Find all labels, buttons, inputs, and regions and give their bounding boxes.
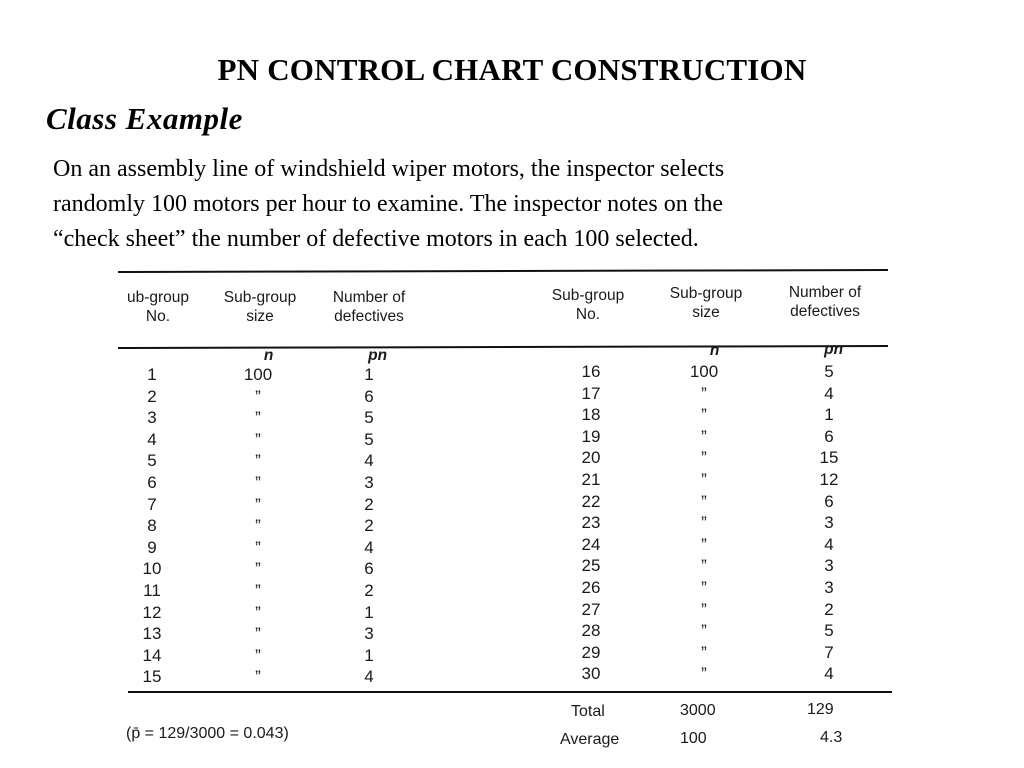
- table-cell-defectives: 3: [364, 624, 374, 644]
- table-cell-subgroup-no: 3: [147, 408, 157, 428]
- table-cell-defectives: 2: [364, 516, 374, 536]
- table-cell-subgroup-no: 20: [581, 448, 601, 468]
- table-cell-subgroup-no: 4: [147, 429, 157, 449]
- table-cell-subgroup-size: ”: [255, 408, 261, 428]
- table-cell-subgroup-size: ”: [701, 405, 707, 425]
- table-cell-subgroup-no: 14: [142, 645, 162, 665]
- table-cell-defectives: 15: [819, 448, 839, 468]
- table-cell-subgroup-no: 12: [142, 602, 162, 622]
- table-header-rule: [118, 345, 888, 349]
- intro-paragraph: On an assembly line of windshield wiper motors, the inspector selects randomly 100 motors per hour to examine. The inspector notes on the “check sheet” the number of defective motors in each 100 selected.: [53, 156, 725, 252]
- table-cell-subgroup-size: 100: [243, 365, 273, 384]
- table-cell-defectives: 5: [364, 429, 374, 449]
- table-cell-subgroup-size: ”: [255, 667, 261, 687]
- table-cell-defectives: 6: [364, 386, 374, 406]
- average-label: Average: [560, 731, 620, 748]
- table-cell-defectives: 1: [364, 365, 374, 384]
- table-cell-subgroup-no: 30: [581, 664, 601, 684]
- header-left-subgroup-size: Sub-group size: [223, 289, 297, 325]
- table-cell-defectives: 12: [819, 470, 839, 489]
- table-cell-subgroup-no: 7: [147, 494, 157, 514]
- table-cell-subgroup-size: ”: [701, 426, 707, 446]
- header-right-defectives-symbol: pn: [824, 341, 844, 358]
- table-cell-subgroup-size: ”: [255, 602, 261, 622]
- table-cell-subgroup-no: 28: [581, 621, 601, 641]
- table-cell-subgroup-size: ”: [701, 642, 707, 662]
- table-cell-subgroup-no: 11: [143, 581, 161, 600]
- table-cell-subgroup-size: ”: [701, 664, 707, 684]
- header-left-defectives: Number of defectives: [332, 289, 406, 325]
- header-right-defectives: Number of defectives: [788, 284, 862, 320]
- table-cell-defectives: 4: [364, 537, 374, 557]
- average-size: 100: [680, 730, 707, 747]
- table-cell-subgroup-size: ”: [701, 491, 707, 511]
- table-cell-defectives: 2: [364, 581, 374, 600]
- table-cell-defectives: 3: [824, 556, 834, 576]
- header-left-size-symbol: n: [263, 347, 274, 364]
- table-cell-subgroup-size: ”: [701, 556, 707, 576]
- table-cell-defectives: 1: [824, 405, 834, 425]
- table-cell-subgroup-no: 9: [147, 537, 157, 557]
- table-cell-defectives: 2: [364, 494, 374, 514]
- header-right-size-symbol: n: [709, 342, 720, 359]
- table-cell-subgroup-size: ”: [255, 429, 261, 449]
- table-cell-subgroup-no: 27: [581, 599, 601, 619]
- table-cell-subgroup-no: 16: [581, 362, 601, 381]
- average-defectives: 4.3: [820, 729, 843, 746]
- table-cell-subgroup-no: 5: [147, 451, 157, 471]
- table-cell-defectives: 7: [824, 642, 834, 662]
- table-cell-subgroup-size: ”: [255, 537, 261, 557]
- table-cell-subgroup-size: ”: [701, 448, 707, 468]
- table-cell-defectives: 3: [824, 578, 834, 597]
- table-cell-subgroup-size: ”: [255, 386, 261, 406]
- table-cell-defectives: 4: [364, 667, 374, 687]
- table-cell-subgroup-size: ”: [255, 559, 261, 579]
- table-cell-subgroup-no: 19: [581, 426, 601, 446]
- total-size: 3000: [680, 702, 716, 719]
- table-cell-defectives: 1: [364, 602, 374, 622]
- table-cell-subgroup-no: 29: [581, 642, 601, 662]
- table-cell-subgroup-no: 23: [581, 513, 601, 533]
- table-cell-subgroup-no: 1: [147, 365, 157, 384]
- table-cell-subgroup-size: ”: [255, 581, 261, 600]
- table-cell-subgroup-size: ”: [701, 599, 707, 619]
- table-cell-defectives: 5: [824, 362, 834, 381]
- table-cell-subgroup-size: ”: [255, 494, 261, 514]
- section-subtitle: Class Example: [46, 101, 243, 136]
- table-cell-defectives: 4: [824, 534, 834, 554]
- table-cell-defectives: 3: [364, 473, 374, 492]
- table-cell-subgroup-size: ”: [255, 516, 261, 536]
- table-cell-subgroup-size: ”: [255, 645, 261, 665]
- table-cell-defectives: 5: [364, 408, 374, 428]
- table-cell-subgroup-size: ”: [255, 451, 261, 471]
- table-cell-defectives: 6: [824, 491, 834, 511]
- table-cell-subgroup-no: 2: [147, 386, 157, 406]
- table-cell-defectives: 1: [364, 645, 374, 665]
- table-cell-subgroup-no: 22: [581, 491, 601, 511]
- table-cell-subgroup-no: 6: [147, 473, 157, 492]
- table-cell-subgroup-no: 25: [581, 556, 601, 576]
- table-cell-defectives: 4: [824, 664, 834, 684]
- table-cell-subgroup-no: 24: [581, 534, 601, 554]
- table-cell-subgroup-size: ”: [701, 578, 707, 597]
- table-cell-defectives: 6: [364, 559, 374, 579]
- table-cell-subgroup-no: 18: [581, 405, 601, 425]
- header-right-subgroup-size: Sub-group size: [669, 285, 743, 321]
- table-cell-subgroup-no: 21: [581, 470, 601, 489]
- page-title: PN CONTROL CHART CONSTRUCTION: [217, 52, 807, 87]
- table-cell-subgroup-size: ”: [701, 383, 707, 403]
- table-cell-subgroup-size: ”: [701, 470, 707, 489]
- header-right-subgroup-no: Sub-group No.: [551, 287, 625, 323]
- table-cell-subgroup-size: ”: [255, 624, 261, 644]
- table-cell-defectives: 4: [364, 451, 374, 471]
- table-cell-subgroup-size: ”: [701, 513, 707, 533]
- table-cell-defectives: 6: [824, 426, 834, 446]
- table-cell-subgroup-size: ”: [701, 621, 707, 641]
- total-label: Total: [571, 703, 605, 720]
- table-cell-subgroup-no: 13: [142, 624, 162, 644]
- pbar-formula: (p̄ = 129/3000 = 0.043): [126, 725, 289, 742]
- table-bottom-rule: [128, 691, 892, 693]
- table-cell-defectives: 3: [824, 513, 834, 533]
- table-cell-subgroup-size: ”: [701, 534, 707, 554]
- table-cell-subgroup-no: 15: [142, 667, 162, 687]
- table-cell-defectives: 4: [824, 383, 834, 403]
- table-cell-subgroup-no: 26: [581, 578, 601, 597]
- table-cell-defectives: 5: [824, 621, 834, 641]
- table-cell-subgroup-no: 8: [147, 516, 157, 536]
- table-cell-subgroup-no: 17: [581, 383, 601, 403]
- table-top-rule: [118, 269, 888, 273]
- table-cell-subgroup-size: 100: [689, 362, 719, 381]
- table-cell-subgroup-no: 10: [142, 559, 162, 579]
- total-defectives: 129: [807, 701, 834, 718]
- header-left-subgroup-no: ub-group No.: [126, 289, 190, 325]
- table-cell-subgroup-size: ”: [255, 473, 261, 492]
- table-cell-defectives: 2: [824, 599, 834, 619]
- header-left-defectives-symbol: pn: [368, 347, 388, 364]
